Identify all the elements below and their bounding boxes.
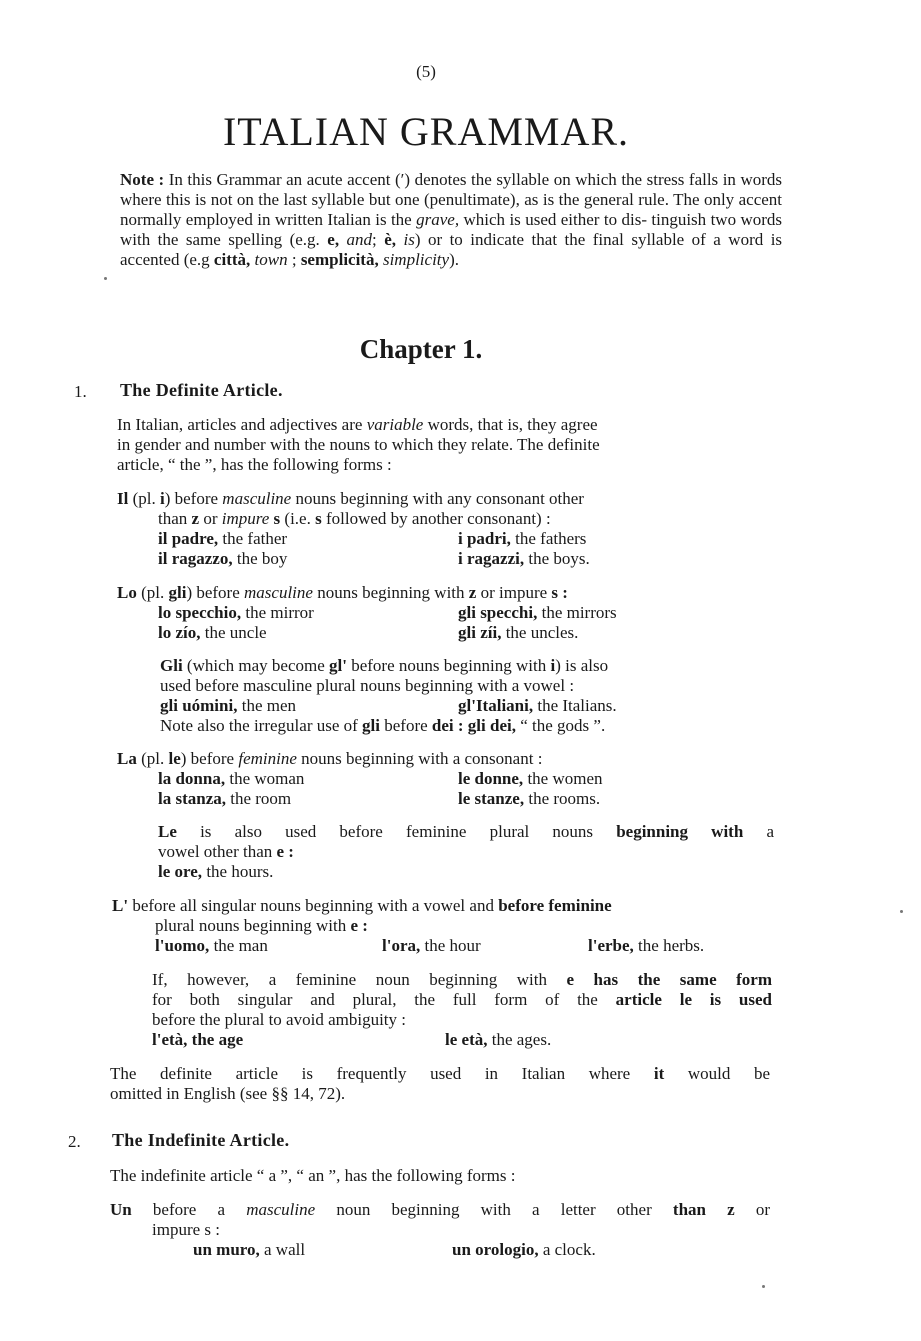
note-text: one (penultimate), as is the general rule. The only accent normally <box>120 190 783 229</box>
english: a clock. <box>542 1240 596 1259</box>
note-label: Note : <box>120 170 165 189</box>
chapter-heading: Chapter 1. <box>359 334 483 364</box>
example-singular <box>158 549 287 569</box>
example-singular <box>160 696 296 716</box>
note-example: e, <box>327 230 340 249</box>
text: (pl. <box>141 583 165 602</box>
text: is also used before feminine plural nouns <box>200 822 594 841</box>
note-translation: simplicity <box>382 250 450 269</box>
text: than <box>158 509 188 528</box>
english: the ages. <box>491 1030 552 1049</box>
closing-paragraph: omitted in English (see §§ 14, 72). <box>110 1084 346 1103</box>
article: Gli <box>160 656 183 675</box>
page-number: (5) <box>416 62 436 81</box>
article-lapos-rule <box>155 916 368 936</box>
english: the hour <box>424 936 481 955</box>
text: If, however, a feminine noun beginning with <box>152 970 547 989</box>
text: than z <box>672 1200 735 1219</box>
english: the man <box>213 936 268 955</box>
italian: le età, <box>445 1030 488 1049</box>
english: the father <box>222 529 288 548</box>
letter: s : <box>551 583 568 602</box>
article-un-rule <box>110 1200 770 1220</box>
english: the boy <box>236 549 288 568</box>
text: article le is used <box>615 990 773 1009</box>
italian: lo specchio, <box>158 603 242 622</box>
speck-mark <box>900 910 903 913</box>
intro-line: The indefinite article “ a ”, “ an ”, has the following forms : <box>110 1166 516 1185</box>
example <box>382 936 481 956</box>
text: before nouns beginning with <box>351 656 547 675</box>
text: nouns beginning with <box>317 583 465 602</box>
example-plural <box>458 549 590 569</box>
italian: gli zíi, <box>458 623 502 642</box>
italian: l'ora, <box>382 936 421 955</box>
speck-mark <box>762 1285 765 1288</box>
letter: i <box>550 656 556 675</box>
example-singular <box>158 623 267 643</box>
text: followed by another consonant) : <box>325 509 551 528</box>
text: it <box>653 1064 665 1083</box>
english: the mirrors <box>541 603 617 622</box>
italian: le stanze, <box>458 789 525 808</box>
speck-mark <box>104 277 107 280</box>
article-lapos-rule <box>112 896 612 916</box>
text: for both singular and plural, the full form of the <box>152 990 598 1009</box>
text: before a <box>152 1200 226 1219</box>
italian: dei : gli dei, <box>431 716 516 735</box>
eta-note: before the plural to avoid ambiguity : <box>152 1010 406 1029</box>
english: the hours. <box>206 862 274 881</box>
italian: lo zío, <box>158 623 201 642</box>
article: Un <box>110 1200 132 1219</box>
text: (pl. <box>132 489 156 508</box>
note-text: indicate that the final syllable of a word is accented (e.g <box>120 230 783 269</box>
text: plural nouns beginning with <box>155 916 347 935</box>
english: the uncles. <box>505 623 579 642</box>
letter: z <box>468 583 477 602</box>
italian: l'uomo, <box>155 936 210 955</box>
italian: la stanza, <box>158 789 226 808</box>
gli-note: used before masculine plural nouns beginning with a vowel : <box>160 676 575 695</box>
note-text: ). <box>449 250 459 269</box>
note-text: In this Grammar an acute accent (′) denotes the syllable on <box>168 170 571 189</box>
text: (pl. <box>141 749 165 768</box>
example-plural <box>458 696 617 716</box>
article: Le <box>158 822 177 841</box>
note-example: semplicità, <box>300 250 379 269</box>
le-note <box>158 822 774 842</box>
note-translation: town <box>254 250 288 269</box>
english: the Italians. <box>537 696 617 715</box>
intro-line: article, “ the ”, has the following forms : <box>117 455 392 474</box>
note-translation: and <box>346 230 373 249</box>
note-example: città, <box>213 250 251 269</box>
page-title: ITALIAN GRAMMAR. <box>222 109 630 154</box>
text: The definite article is frequently used in Italian where <box>110 1064 631 1083</box>
letter: z <box>191 509 200 528</box>
letter: s <box>273 509 281 528</box>
plural-article: le <box>168 749 181 768</box>
text: beginning with <box>616 822 744 841</box>
gender: masculine <box>246 1200 316 1219</box>
text: words, that is, they agree <box>427 415 598 434</box>
example <box>588 936 704 956</box>
italian: i ragazzi, <box>458 549 525 568</box>
note-text: ) or to <box>414 230 463 249</box>
note-term: grave, <box>416 210 460 229</box>
eta-note <box>152 970 772 990</box>
text: noun beginning with a letter other <box>336 1200 652 1219</box>
term: impure <box>221 509 270 528</box>
text: a <box>766 822 775 841</box>
gender: masculine <box>222 489 292 508</box>
article-il-rule <box>158 509 551 529</box>
example-plural <box>458 769 603 789</box>
gli-note <box>160 716 605 736</box>
italian: un muro, <box>193 1240 260 1259</box>
article: L' <box>112 896 129 915</box>
example-singular <box>158 603 314 623</box>
plural-article: i <box>159 489 165 508</box>
section-number: 1. <box>74 382 87 401</box>
note-example: è, <box>384 230 397 249</box>
italian: gli specchi, <box>458 603 538 622</box>
english: the fathers <box>515 529 587 548</box>
intro-line: in gender and number with the nouns to which they relate. The definite <box>117 435 600 454</box>
example-singular: l'età, the age <box>152 1030 244 1049</box>
example-plural <box>445 1030 551 1050</box>
text: irregular use of <box>253 716 358 735</box>
note-text: ; <box>372 230 385 249</box>
example-plural <box>458 603 617 623</box>
example-singular <box>158 529 287 549</box>
text: ) before <box>164 489 219 508</box>
italian: gli uómini, <box>160 696 238 715</box>
text: Note also the <box>160 716 250 735</box>
text: before all singular nouns beginning with a vowel and <box>132 896 494 915</box>
english: a wall <box>264 1240 306 1259</box>
italian: le donne, <box>458 769 524 788</box>
note-text: ; <box>287 250 297 269</box>
letter: e : <box>276 842 294 861</box>
english: the men <box>241 696 297 715</box>
example <box>155 936 268 956</box>
english: the boys. <box>528 549 590 568</box>
gender: masculine <box>244 583 313 602</box>
italian: gl'Italiani, <box>458 696 534 715</box>
text: or <box>755 1200 771 1219</box>
text: before feminine <box>498 896 612 915</box>
text: (i.e. <box>284 509 311 528</box>
text: would be <box>687 1064 770 1083</box>
note-translation: is <box>403 230 415 249</box>
note-text: employed in written Italian is the <box>185 210 412 229</box>
le-note <box>158 842 294 862</box>
english: the room <box>230 789 292 808</box>
text: or <box>203 509 218 528</box>
article: gl' <box>329 656 347 675</box>
example-singular <box>158 769 304 789</box>
letter: e : <box>350 916 368 935</box>
plural-article: gli <box>168 583 187 602</box>
article: Lo <box>117 583 137 602</box>
english: the rooms. <box>528 789 601 808</box>
example <box>193 1240 305 1260</box>
italian: l'erbe, <box>588 936 634 955</box>
english: the woman <box>229 769 305 788</box>
text: nouns beginning with any consonant other <box>295 489 584 508</box>
article: La <box>117 749 137 768</box>
article: Il <box>117 489 129 508</box>
letter: s <box>315 509 322 528</box>
italian: le ore, <box>158 862 203 881</box>
section-number: 2. <box>68 1132 81 1151</box>
text: ) before <box>180 749 235 768</box>
article-un-rule: impure s : <box>152 1220 220 1239</box>
term: variable <box>366 415 424 434</box>
intro-line <box>117 415 598 435</box>
english: the mirror <box>245 603 314 622</box>
example-plural <box>458 529 586 549</box>
italian: i padri, <box>458 529 511 548</box>
text: nouns beginning with a consonant : <box>301 749 543 768</box>
italian: un orologio, <box>452 1240 539 1259</box>
example-plural <box>458 789 600 809</box>
example <box>452 1240 596 1260</box>
italian: la donna, <box>158 769 226 788</box>
text: or impure <box>480 583 548 602</box>
text: ) before <box>186 583 240 602</box>
english: the uncle <box>204 623 267 642</box>
example-plural <box>458 623 578 643</box>
gender: feminine <box>238 749 297 768</box>
italian: il ragazzo, <box>158 549 233 568</box>
english: the women <box>527 769 603 788</box>
closing-paragraph <box>110 1064 770 1084</box>
note-text: which the stress falls in words where this is not on the last syllable but <box>120 170 782 209</box>
section-title: The Indefinite Article. <box>112 1130 290 1150</box>
note-paragraph <box>120 170 782 270</box>
article-lo-rule <box>117 583 568 603</box>
text: (which may become <box>186 656 325 675</box>
article-la-rule <box>117 749 542 769</box>
text: vowel other than <box>158 842 273 861</box>
example-singular <box>158 789 291 809</box>
article: gli <box>362 716 380 735</box>
note-text: which is used either to dis- <box>463 210 647 229</box>
text: before <box>384 716 428 735</box>
text: e has the same form <box>566 970 772 989</box>
english: “ the gods ”. <box>520 716 606 735</box>
gli-note <box>160 656 608 676</box>
article-il-rule <box>117 489 584 509</box>
text: In Italian, articles and adjectives are <box>117 415 363 434</box>
section-title: The Definite Article. <box>120 380 283 400</box>
example <box>158 862 273 882</box>
italian: il padre, <box>158 529 219 548</box>
eta-note <box>152 990 772 1010</box>
note-text: tinguish two words with the same spelling (e.g. <box>120 210 783 249</box>
text: ) is also <box>555 656 609 675</box>
english: the herbs. <box>638 936 705 955</box>
